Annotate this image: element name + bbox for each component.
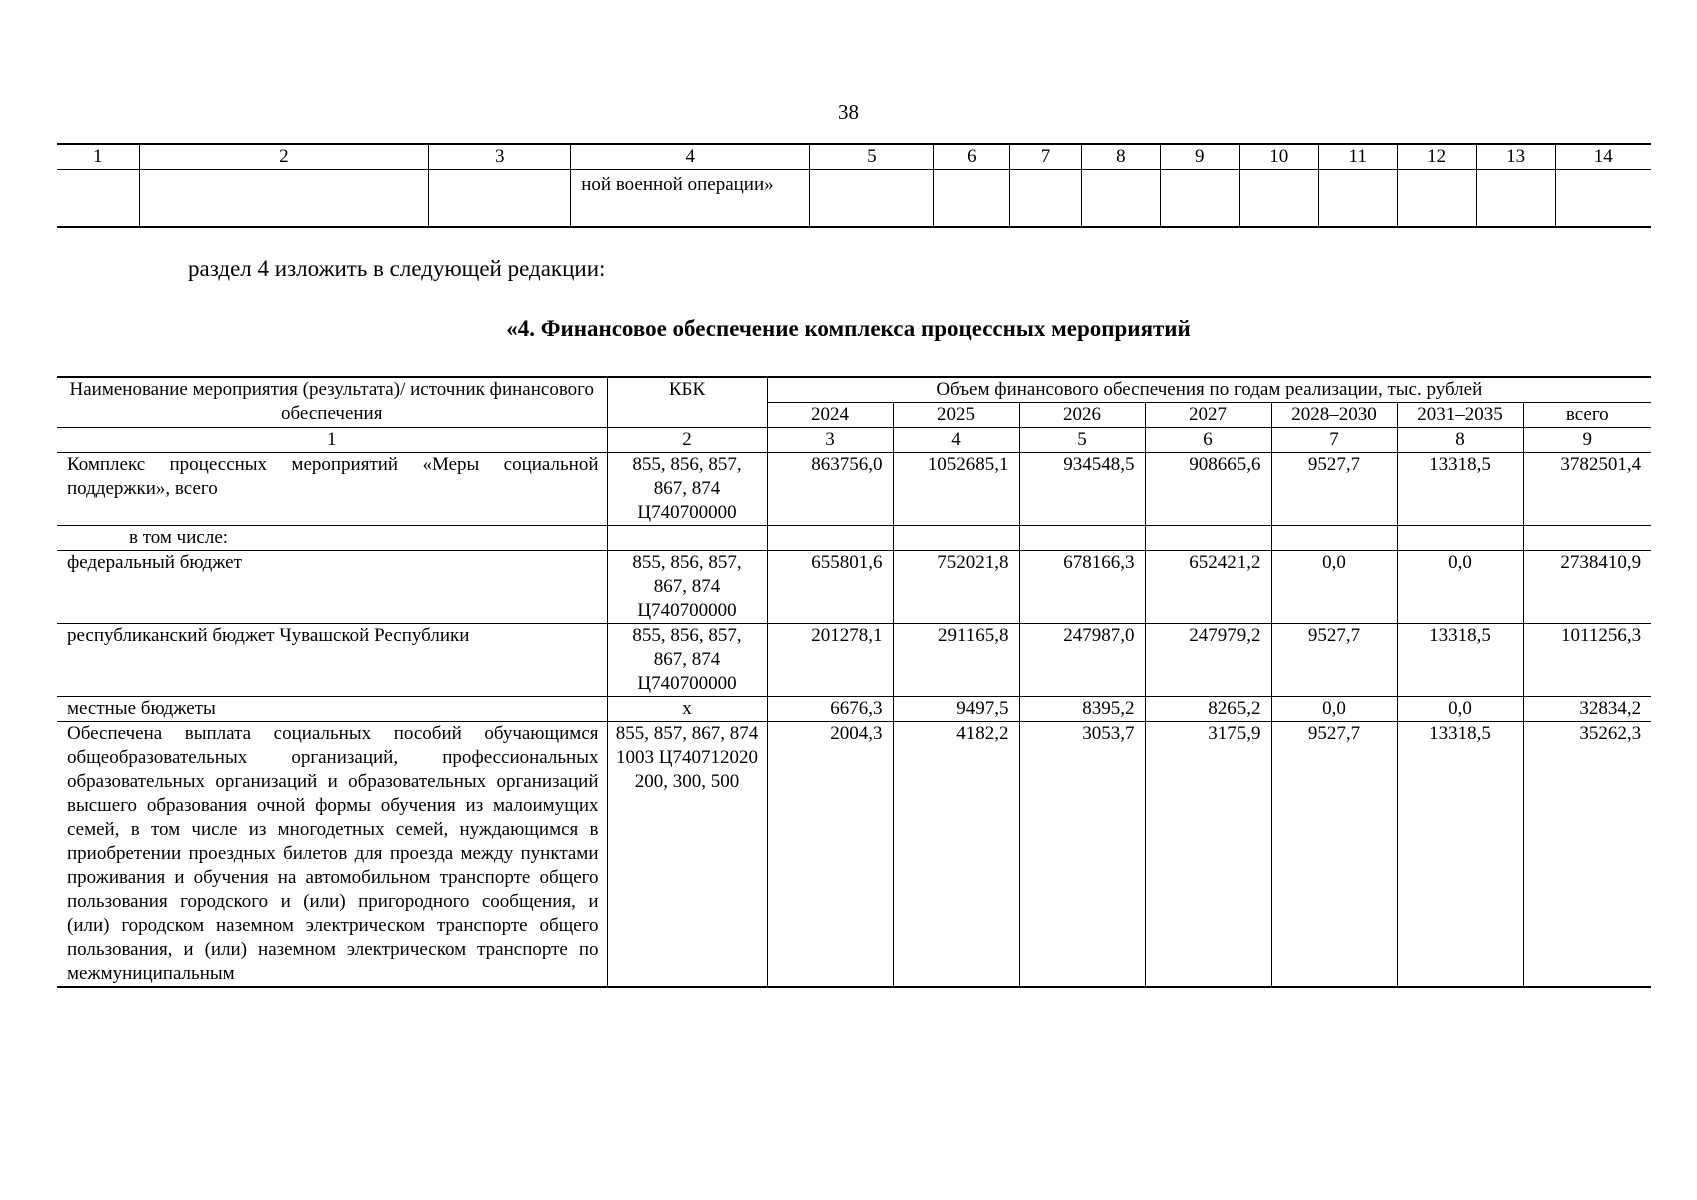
row-value: 201278,1 [767, 624, 893, 697]
row-name: местные бюджеты [57, 697, 607, 722]
column-number: 12 [1397, 144, 1476, 170]
row-name: республиканский бюджет Чувашской Республики [57, 624, 607, 697]
table-row [57, 697, 1651, 722]
row-value: 247979,2 [1145, 624, 1271, 697]
row-value: 13318,5 [1397, 722, 1523, 988]
row-name: Обеспечена выплата социальных пособий обучающимся общеобразовательных организаций, профессиональных образовательных организаций и образовательных организаций высшего образования очной формы обучения из малоимущих семей, в том числе из многодетных семей, нуждающимся в приобретении проездных билетов для проезда между пунктами проживания и обучения на автомобильном транспорте общего пользования городского и (или) пригородного сообщения, и (или) городском наземном электрическом транспорте общего пользования, и (или) наземном электрическом транспорте по межмуниципальным [57, 722, 607, 988]
row-value: 32834,2 [1523, 697, 1651, 722]
row-value: 3782501,4 [1523, 453, 1651, 526]
table-row [57, 526, 1651, 551]
year-header: 2028–2030 [1271, 403, 1397, 428]
row-value: 3175,9 [1145, 722, 1271, 988]
row-value: 655801,6 [767, 551, 893, 624]
year-header: 2025 [893, 403, 1019, 428]
row-value: 863756,0 [767, 453, 893, 526]
column-number: 5 [1019, 428, 1145, 453]
row-value: 8395,2 [1019, 697, 1145, 722]
column-number: 14 [1555, 144, 1651, 170]
row-value: 1011256,3 [1523, 624, 1651, 697]
row-kbk: x [607, 697, 767, 722]
section-title: «4. Финансовое обеспечение комплекса процессных мероприятий [506, 316, 1191, 341]
column-number: 8 [1397, 428, 1523, 453]
table-row [57, 722, 1651, 988]
instruction-text: раздел 4 изложить в следующей редакции: [188, 256, 606, 281]
row-value: 0,0 [1271, 551, 1397, 624]
column-number: 13 [1476, 144, 1555, 170]
column-number: 3 [767, 428, 893, 453]
row-value: 652421,2 [1145, 551, 1271, 624]
row-name: в том числе: [57, 526, 607, 551]
column-number: 8 [1081, 144, 1160, 170]
column-number: 6 [934, 144, 1010, 170]
continuation-table [57, 143, 1651, 228]
row-value: 2738410,9 [1523, 551, 1651, 624]
year-header: 2026 [1019, 403, 1145, 428]
header-row [57, 377, 1651, 403]
row-value: 0,0 [1397, 551, 1523, 624]
row-value: 2004,3 [767, 722, 893, 988]
row-value: 9527,7 [1271, 453, 1397, 526]
row-value: 908665,6 [1145, 453, 1271, 526]
row-name: федеральный бюджет [57, 551, 607, 624]
row-value: 4182,2 [893, 722, 1019, 988]
column-number: 1 [57, 428, 607, 453]
table-row [57, 453, 1651, 526]
header-volume: Объем финансового обеспечения по годам реализации, тыс. рублей [767, 377, 1651, 403]
row-value: 13318,5 [1397, 453, 1523, 526]
row-value: 0,0 [1397, 697, 1523, 722]
row-value: 9527,7 [1271, 722, 1397, 988]
page-number: 38 [838, 100, 859, 124]
column-number: 2 [139, 144, 429, 170]
column-number: 9 [1160, 144, 1239, 170]
column-number: 6 [1145, 428, 1271, 453]
column-number: 9 [1523, 428, 1651, 453]
row-kbk: 855, 856, 857, 867, 874 Ц740700000 [607, 453, 767, 526]
row-value: 9497,5 [893, 697, 1019, 722]
row-value: 1052685,1 [893, 453, 1019, 526]
row-kbk: 855, 856, 857, 867, 874 Ц740700000 [607, 551, 767, 624]
column-number: 3 [429, 144, 571, 170]
column-number-row [57, 144, 1651, 170]
header-kbk: КБК [607, 377, 767, 428]
column-number: 7 [1271, 428, 1397, 453]
continuation-row [57, 170, 1651, 228]
row-value: 291165,8 [893, 624, 1019, 697]
row-value: 35262,3 [1523, 722, 1651, 988]
row-value: 0,0 [1271, 697, 1397, 722]
row-value: 13318,5 [1397, 624, 1523, 697]
row-value: 934548,5 [1019, 453, 1145, 526]
column-number-row [57, 428, 1651, 453]
table-row [57, 551, 1651, 624]
row-value: 752021,8 [893, 551, 1019, 624]
row-value: 247987,0 [1019, 624, 1145, 697]
year-header: 2031–2035 [1397, 403, 1523, 428]
row-name: Комплекс процессных мероприятий «Меры социальной поддержки», всего [57, 453, 607, 526]
row-value: 8265,2 [1145, 697, 1271, 722]
header-name: Наименование мероприятия (результата)/ источник финансового обеспечения [57, 377, 607, 428]
column-number: 4 [893, 428, 1019, 453]
row-value: 9527,7 [1271, 624, 1397, 697]
column-number: 4 [571, 144, 810, 170]
row-value: 3053,7 [1019, 722, 1145, 988]
row-value: 6676,3 [767, 697, 893, 722]
column-number: 1 [57, 144, 139, 170]
row-kbk: 855, 857, 867, 874 1003 Ц740712020 200, 300, 500 [607, 722, 767, 988]
continuation-text: ной военной операции» [571, 170, 810, 228]
column-number: 7 [1010, 144, 1082, 170]
table-row [57, 624, 1651, 697]
year-header: 2024 [767, 403, 893, 428]
year-header: всего [1523, 403, 1651, 428]
financing-table [57, 376, 1651, 988]
column-number: 10 [1239, 144, 1318, 170]
column-number: 5 [810, 144, 934, 170]
row-value: 678166,3 [1019, 551, 1145, 624]
row-kbk: 855, 856, 857, 867, 874 Ц740700000 [607, 624, 767, 697]
column-number: 2 [607, 428, 767, 453]
column-number: 11 [1318, 144, 1397, 170]
year-header: 2027 [1145, 403, 1271, 428]
